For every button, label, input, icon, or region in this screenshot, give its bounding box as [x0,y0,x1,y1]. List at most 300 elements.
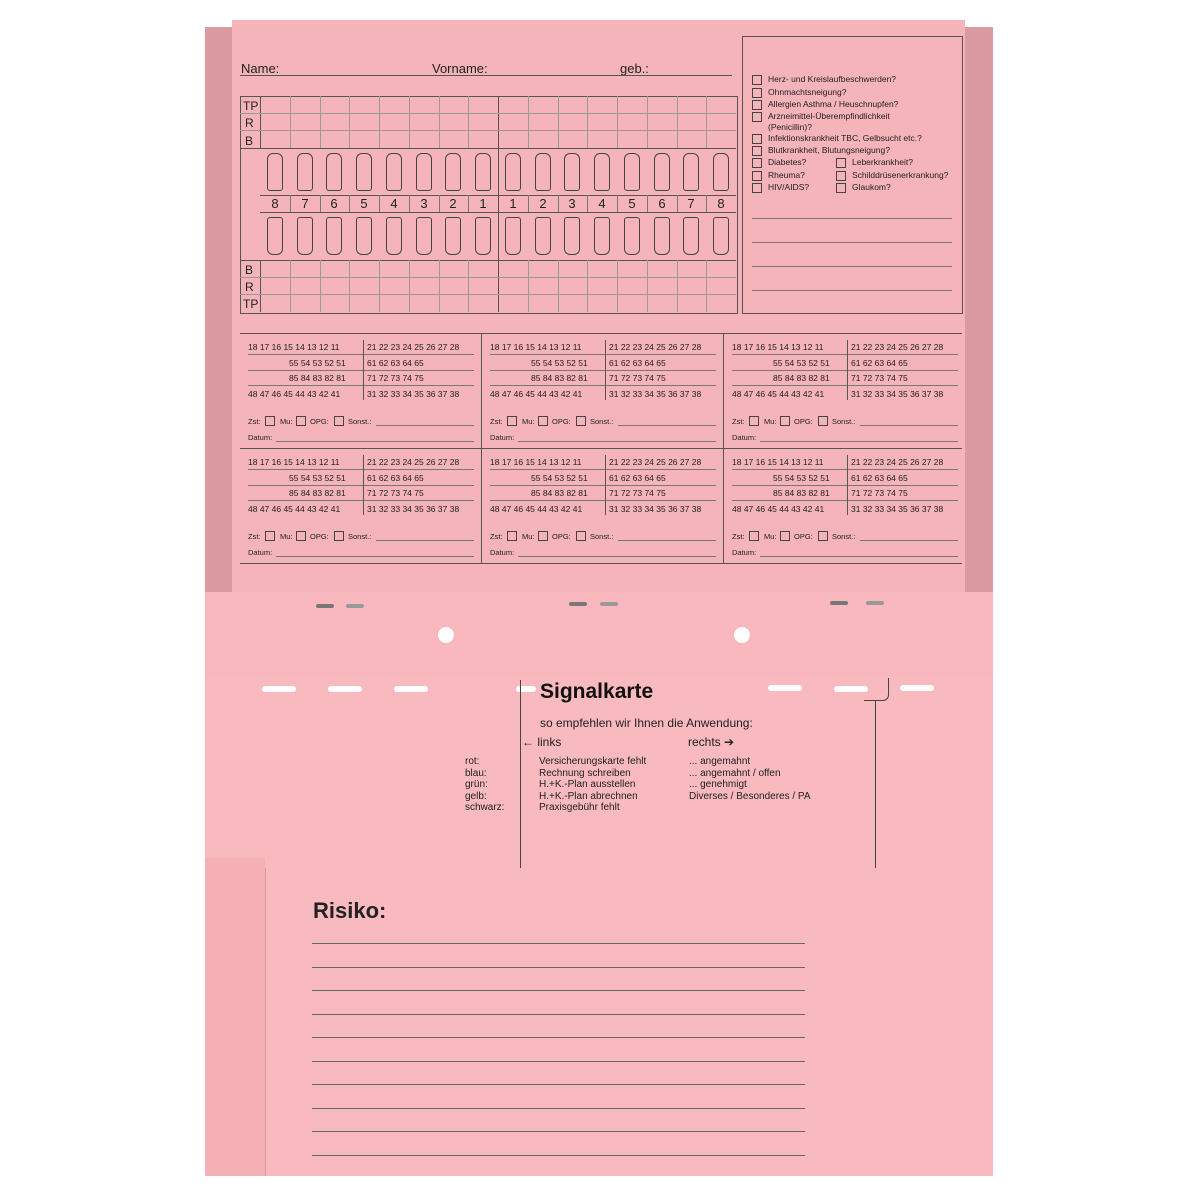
findings-rule [248,469,474,470]
tooth-number: 5 [360,196,368,211]
findings-row: 18 17 16 15 14 13 12 11 [732,342,824,352]
anamnesis-question: Leberkrankheit? [852,157,913,167]
zst-label: Zst: [490,417,503,426]
signal-right-item: ... angemahnt / offen [689,767,781,779]
findings-row: 48 47 46 45 44 43 42 41 [732,504,825,514]
sonst-line[interactable] [618,425,716,426]
risk-note-line[interactable] [312,1108,805,1109]
chart-cell-divider [617,260,618,312]
upper-tooth-icon[interactable] [505,153,521,191]
signal-right-item: ... angemahnt [689,756,751,767]
findings-row: 21 22 23 24 25 26 27 28 [851,457,944,467]
findings-row: 55 54 53 52 51 [773,473,830,483]
findings-divider [481,333,482,563]
signal-color-label: blau: [465,767,487,779]
sonst-label: Sonst.: [832,532,856,541]
chart-label-divider-top [260,96,261,148]
zst-checkbox[interactable] [507,531,517,541]
mu-label: Mu: [280,417,293,426]
anamnesis-question: Arzneimittel-Überempfindlichkeit [768,111,890,121]
upper-tooth-icon[interactable] [624,153,640,191]
lower-tooth-icon[interactable] [535,217,551,255]
risk-title: Risiko: [313,898,387,923]
sonst-line[interactable] [860,425,958,426]
chart-cell-divider [320,96,321,148]
signal-color-label: grün: [465,779,488,790]
punch-hole-right [734,627,750,643]
findings-rule [490,469,716,470]
chart-row-line [240,113,736,114]
tooth-number: 3 [420,196,428,211]
findings-row: 31 32 33 34 35 36 37 38 [367,389,460,399]
tooth-number: 2 [539,196,547,211]
findings-row: 85 84 83 82 81 [531,373,588,383]
chart-cell-divider [379,260,380,312]
anamnesis-note-line[interactable] [752,266,952,267]
signal-title: Signalkarte [540,680,654,703]
opg-label: OPG: [552,417,571,426]
mu-checkbox[interactable] [780,531,790,541]
findings-midline [363,340,364,400]
mu-checkbox[interactable] [780,416,790,426]
datum-label: Datum: [732,548,757,557]
lower-tooth-icon[interactable] [713,217,729,255]
risk-note-line[interactable] [312,943,805,944]
opg-checkbox[interactable] [334,416,344,426]
mu-label: Mu: [522,417,535,426]
opg-label: OPG: [794,417,813,426]
zst-checkbox[interactable] [749,531,759,541]
anamnesis-checkbox[interactable] [752,100,762,110]
findings-row: 61 62 63 64 65 [851,358,908,368]
staple [569,602,587,606]
chart-cell-divider [706,260,707,312]
tooth-number: 6 [330,196,338,211]
findings-row: 48 47 46 45 44 43 42 41 [248,389,341,399]
geb-label: geb.: [620,61,649,76]
mu-label: Mu: [522,532,535,541]
chart-label-divider-bottom [260,260,261,312]
chart-cell-divider [290,96,291,148]
signal-subtitle: so empfehlen wir Ihnen die Anwendung: [540,716,753,730]
lower-tooth-icon[interactable] [475,217,491,255]
upper-tooth-icon[interactable] [683,153,699,191]
anamnesis-question: Schilddrüsenerkrankung? [852,170,949,180]
chart-cell-divider [409,96,410,148]
anamnesis-checkbox[interactable] [752,158,762,168]
chart-cell-divider [706,96,707,148]
punch-hole-left [438,627,454,643]
opg-label: OPG: [552,532,571,541]
row-label-tp-upper: TP [243,99,259,113]
vorname-label: Vorname: [432,61,488,76]
opg-label: OPG: [310,532,329,541]
upper-tooth-icon[interactable] [654,153,670,191]
chart-cell-divider [558,260,559,312]
opg-label: OPG: [310,417,329,426]
datum-line[interactable] [518,441,716,442]
findings-rule [732,469,958,470]
tooth-number: 1 [479,196,487,211]
row-label-b-upper: B [245,134,254,148]
tooth-number: 1 [509,196,517,211]
findings-row: 85 84 83 82 81 [773,373,830,383]
staple [346,604,364,608]
findings-row: 61 62 63 64 65 [609,358,666,368]
chart-row-line [240,130,736,131]
datum-label: Datum: [248,433,273,442]
findings-row: 18 17 16 15 14 13 12 11 [732,457,824,467]
datum-label: Datum: [490,433,515,442]
findings-row: 61 62 63 64 65 [367,358,424,368]
sonst-line[interactable] [376,540,474,541]
risk-note-line[interactable] [312,1061,805,1062]
anamnesis-question: Allergien Asthma / Heuschnupfen? [768,99,899,109]
chart-cell-divider [587,96,588,148]
lower-tooth-icon[interactable] [386,217,402,255]
anamnesis-question: Diabetes? [768,157,807,167]
pocket-fold-line [265,868,266,1176]
findings-row: 61 62 63 64 65 [609,473,666,483]
findings-row: 85 84 83 82 81 [773,488,830,498]
sonst-label: Sonst.: [348,532,372,541]
zst-label: Zst: [732,532,745,541]
findings-midline [605,340,606,400]
findings-row: 85 84 83 82 81 [289,488,346,498]
mu-label: Mu: [280,532,293,541]
findings-rule [490,500,716,501]
upper-tooth-icon[interactable] [475,153,491,191]
findings-rule [732,500,958,501]
risk-note-line[interactable] [312,1155,805,1156]
name-underline[interactable] [240,75,732,76]
chart-row-line [240,148,736,149]
anamnesis-checkbox[interactable] [752,75,762,85]
signal-left-item: H.+K.-Plan ausstellen [539,779,636,790]
sonst-label: Sonst.: [590,417,614,426]
risk-note-line[interactable] [312,967,805,968]
chart-cell-divider [677,260,678,312]
chart-cell-divider [379,96,380,148]
anamnesis-checkbox[interactable] [836,171,846,181]
signal-left-item: Versicherungskarte fehlt [539,756,647,767]
mu-checkbox[interactable] [296,531,306,541]
signal-left-item: Rechnung schreiben [539,767,631,779]
upper-tooth-icon[interactable] [713,153,729,191]
chart-cell-divider [587,260,588,312]
findings-row: 48 47 46 45 44 43 42 41 [490,504,583,514]
chart-cell-divider [677,96,678,148]
anamnesis-checkbox[interactable] [836,158,846,168]
anamnesis-note-line[interactable] [752,242,952,243]
anamnesis-checkbox[interactable] [752,88,762,98]
tooth-number: 4 [390,196,398,211]
findings-row: 31 32 33 34 35 36 37 38 [851,504,944,514]
datum-label: Datum: [732,433,757,442]
findings-row: 61 62 63 64 65 [367,473,424,483]
signal-slot[interactable] [768,685,802,691]
lower-tooth-icon[interactable] [326,217,342,255]
lower-tooth-icon[interactable] [594,217,610,255]
findings-row: 61 62 63 64 65 [851,473,908,483]
tooth-number: 6 [658,196,666,211]
tooth-number: 8 [271,196,279,211]
findings-row: 18 17 16 15 14 13 12 11 [490,457,582,467]
findings-rule [248,385,474,386]
findings-rule [732,354,958,355]
mu-checkbox[interactable] [538,531,548,541]
zst-checkbox[interactable] [265,531,275,541]
sonst-label: Sonst.: [590,532,614,541]
chart-cell-divider [468,96,469,148]
findings-row: 85 84 83 82 81 [531,488,588,498]
findings-row: 31 32 33 34 35 36 37 38 [367,504,460,514]
findings-rule [248,370,474,371]
zst-checkbox[interactable] [749,416,759,426]
mu-label: Mu: [764,532,777,541]
findings-top-line [240,333,962,334]
signal-tab-corner [864,678,889,701]
risk-note-line[interactable] [312,1131,805,1132]
anamnesis-question: Herz- und Kreislaufbeschwerden? [768,74,897,84]
findings-mid-line [240,448,962,449]
findings-rule [490,385,716,386]
zst-checkbox[interactable] [265,416,275,426]
opg-checkbox[interactable] [818,416,828,426]
findings-row: 55 54 53 52 51 [531,358,588,368]
opg-checkbox[interactable] [576,531,586,541]
anamnesis-question: Blutkrankheit, Blutungsneigung? [768,145,890,155]
findings-row: 71 72 73 74 75 [609,373,666,383]
zst-label: Zst: [248,532,261,541]
findings-row: 71 72 73 74 75 [367,488,424,498]
anamnesis-checkbox[interactable] [752,171,762,181]
findings-row: 18 17 16 15 14 13 12 11 [248,457,340,467]
lower-tooth-icon[interactable] [356,217,372,255]
signal-rechts: rechts ➔ [688,735,735,749]
mu-checkbox[interactable] [538,416,548,426]
datum-line[interactable] [760,556,958,557]
findings-rule [490,354,716,355]
lower-tooth-icon[interactable] [654,217,670,255]
anamnesis-checkbox[interactable] [752,146,762,156]
chart-cell-divider [647,260,648,312]
findings-row: 31 32 33 34 35 36 37 38 [609,504,702,514]
upper-tooth-icon[interactable] [267,153,283,191]
upper-tooth-icon[interactable] [445,153,461,191]
tooth-number: 5 [628,196,636,211]
anamnesis-note-line[interactable] [752,290,952,291]
upper-tooth-icon[interactable] [535,153,551,191]
anamnesis-question-sub: (Penicillin)? [768,122,812,132]
findings-rule [248,485,474,486]
sonst-label: Sonst.: [832,417,856,426]
findings-midline [363,455,364,515]
datum-line[interactable] [276,441,474,442]
signal-color-label: schwarz: [465,802,505,813]
pocket-side-fold [205,858,265,1176]
tooth-number: 3 [568,196,576,211]
signal-color-label: gelb: [465,790,487,802]
risk-note-line[interactable] [312,990,805,991]
datum-label: Datum: [490,548,515,557]
lower-tooth-icon[interactable] [445,217,461,255]
chart-cell-divider [558,96,559,148]
sonst-line[interactable] [860,540,958,541]
row-label-tp-lower: TP [243,297,259,311]
anamnesis-checkbox[interactable] [752,183,762,193]
opg-checkbox[interactable] [818,531,828,541]
findings-row: 48 47 46 45 44 43 42 41 [490,389,583,399]
chart-cell-divider [617,96,618,148]
chart-cell-divider [409,260,410,312]
chart-row-line [240,260,736,261]
lower-tooth-icon[interactable] [624,217,640,255]
zst-checkbox[interactable] [507,416,517,426]
findings-row: 21 22 23 24 25 26 27 28 [367,342,460,352]
zst-label: Zst: [490,532,503,541]
chart-cell-divider [528,260,529,312]
chart-cell-divider [439,260,440,312]
anamnesis-checkbox[interactable] [836,183,846,193]
staple [866,601,884,605]
sonst-line[interactable] [618,540,716,541]
findings-row: 71 72 73 74 75 [851,488,908,498]
findings-row: 48 47 46 45 44 43 42 41 [732,389,825,399]
opg-label: OPG: [794,532,813,541]
chart-cell-divider [349,260,350,312]
findings-row: 21 22 23 24 25 26 27 28 [851,342,944,352]
row-label-r-lower: R [245,280,254,294]
findings-bottom-line [240,563,962,564]
findings-rule [248,500,474,501]
findings-row: 18 17 16 15 14 13 12 11 [490,342,582,352]
lower-tooth-icon[interactable] [297,217,313,255]
anamnesis-checkbox[interactable] [752,134,762,144]
upper-tooth-icon[interactable] [416,153,432,191]
signal-slot[interactable] [834,686,868,692]
findings-row: 55 54 53 52 51 [773,358,830,368]
chart-cell-divider [439,96,440,148]
signal-slot[interactable] [516,686,536,692]
findings-row: 31 32 33 34 35 36 37 38 [609,389,702,399]
findings-row: 21 22 23 24 25 26 27 28 [367,457,460,467]
signal-slot[interactable] [394,686,428,692]
chart-cell-divider [290,260,291,312]
tooth-number: 2 [449,196,457,211]
sonst-line[interactable] [376,425,474,426]
lower-tooth-icon[interactable] [505,217,521,255]
risk-note-line[interactable] [312,1037,805,1038]
chart-cell-divider [468,260,469,312]
findings-row: 31 32 33 34 35 36 37 38 [851,389,944,399]
anamnesis-question: Ohnmachtsneigung? [768,87,847,97]
datum-label: Datum: [248,548,273,557]
upper-tooth-icon[interactable] [297,153,313,191]
findings-row: 71 72 73 74 75 [609,488,666,498]
opg-checkbox[interactable] [576,416,586,426]
staple [316,604,334,608]
findings-row: 71 72 73 74 75 [367,373,424,383]
mu-checkbox[interactable] [296,416,306,426]
lower-tooth-icon[interactable] [416,217,432,255]
findings-midline [847,455,848,515]
signal-links: ← links [522,735,562,749]
zst-label: Zst: [248,417,261,426]
chart-cell-divider [320,260,321,312]
findings-row: 55 54 53 52 51 [289,473,346,483]
lower-tooth-icon[interactable] [564,217,580,255]
datum-line[interactable] [276,556,474,557]
staple [830,601,848,605]
findings-rule [732,385,958,386]
tooth-number: 7 [687,196,695,211]
findings-row: 55 54 53 52 51 [531,473,588,483]
signal-right-item: ... genehmigt [689,779,747,790]
upper-tooth-icon[interactable] [594,153,610,191]
risk-note-line[interactable] [312,1014,805,1015]
anamnesis-checkbox[interactable] [752,112,762,122]
risk-note-line[interactable] [312,1084,805,1085]
findings-row: 71 72 73 74 75 [851,373,908,383]
signal-left-item: H.+K.-Plan abrechnen [539,790,638,802]
signal-right-item: Diverses / Besonderes / PA [689,790,811,802]
chart-row-line [240,294,736,295]
anamnesis-question: Infektionskrankheit TBC, Gelbsucht etc.? [768,133,922,143]
anamnesis-note-line[interactable] [752,218,952,219]
signal-right-fold [875,700,876,868]
signal-slot[interactable] [328,686,362,692]
findings-row: 55 54 53 52 51 [289,358,346,368]
upper-tooth-icon[interactable] [386,153,402,191]
row-label-b-lower: B [245,263,254,277]
datum-line[interactable] [760,441,958,442]
upper-tooth-icon[interactable] [326,153,342,191]
upper-tooth-icon[interactable] [356,153,372,191]
tooth-number: 4 [598,196,606,211]
findings-row: 21 22 23 24 25 26 27 28 [609,342,702,352]
findings-row: 21 22 23 24 25 26 27 28 [609,457,702,467]
mu-label: Mu: [764,417,777,426]
findings-row: 85 84 83 82 81 [289,373,346,383]
signal-color-label: rot: [465,756,480,767]
findings-row: 18 17 16 15 14 13 12 11 [248,342,340,352]
findings-rule [248,354,474,355]
findings-divider [723,333,724,563]
row-label-r-upper: R [245,116,254,130]
chart-cell-divider [528,96,529,148]
findings-midline [847,340,848,400]
signal-slot[interactable] [262,686,296,692]
findings-midline [605,455,606,515]
anamnesis-question: Rheuma? [768,170,805,180]
lower-tooth-icon[interactable] [683,217,699,255]
signal-slot[interactable] [900,685,934,691]
chart-row-line [240,277,736,278]
anamnesis-question: Glaukom? [852,182,891,192]
chart-cell-divider [647,96,648,148]
findings-rule [490,485,716,486]
datum-line[interactable] [518,556,716,557]
opg-checkbox[interactable] [334,531,344,541]
findings-rule [490,370,716,371]
tooth-number-bottom-line [260,212,736,213]
name-label: Name: [241,61,280,76]
upper-tooth-icon[interactable] [564,153,580,191]
tooth-number: 7 [301,196,309,211]
staple [600,602,618,606]
lower-tooth-icon[interactable] [267,217,283,255]
